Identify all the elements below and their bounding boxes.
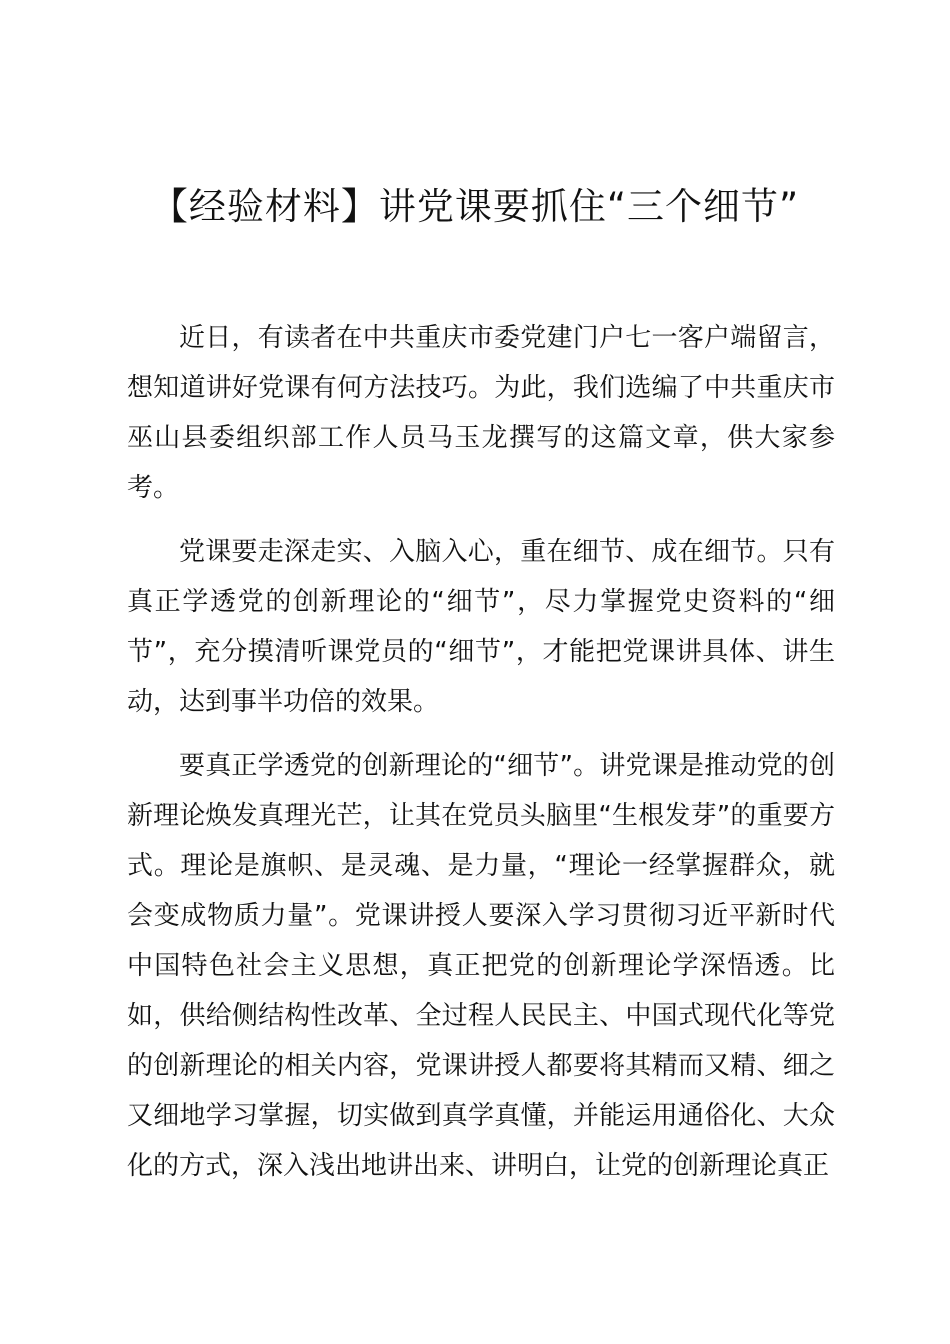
document-body [127,313,835,1205]
paragraph-theory-detail: 要真正学透党的创新理论的“细节”。讲党课是推动党的创新理论焕发真理光芒，让其在党员头脑里“生根发芽”的重要方式。理论是旗帜、是灵魂、是力量，“理论一经掌握群众，就会变成物质力量”。党课讲授人要深入学习贯彻习近平新时代中国特色社会主义思想，真正把党的创新理论学深悟透。比如，供给侧结构性改革、全过程人民民主、中国式现代化等党的创新理论的相关内容，党课讲授人都要将其精而又精、细之又细地学习掌握，切实做到真学真懂，并能运用通俗化、大众化的方式，深入浅出地讲出来、讲明白，让党的创新理论真正 [127,751,835,1181]
paragraph-intro: 近日，有读者在中共重庆市委党建门户七一客户端留言，想知道讲好党课有何方法技巧。为此，我们选编了中共重庆市巫山县委组织部工作人员马玉龙撰写的这篇文章，供大家参考。 [127,323,835,503]
paragraph-overview: 党课要走深走实、入脑入心，重在细节、成在细节。只有真正学透党的创新理论的“细节”，尽力掌握党史资料的“细节”，充分摸清听课党员的“细节”，才能把党课讲具体、讲生动，达到事半功倍的效果。 [127,537,835,717]
document-title: 【经验材料】讲党课要抓住“三个细节” [150,185,800,228]
